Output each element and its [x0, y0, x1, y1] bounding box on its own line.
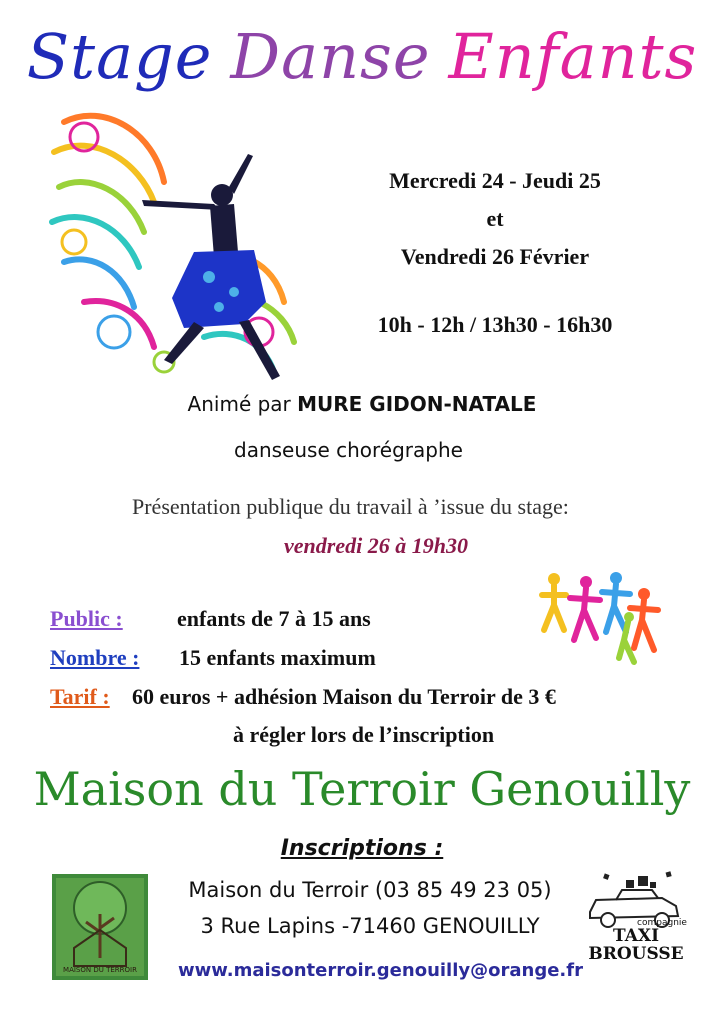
info-tarif — [50, 684, 110, 710]
info-nombre — [50, 645, 139, 671]
animator-prefix: Animé par — [187, 392, 298, 416]
venue-name: Maison du Terroir Genouilly — [33, 762, 691, 816]
presentation-text: Présentation publique du travail à ’issue du stage: — [132, 494, 569, 519]
animator-role: danseuse chorégraphe — [234, 438, 463, 462]
maison-terroir-logo — [52, 874, 148, 980]
taxi-line2: BROUSSE — [588, 944, 684, 964]
schedule-dates — [330, 162, 660, 276]
dates-line-3: Vendredi 26 Février — [400, 244, 590, 269]
nombre-value: 15 enfants maximum — [179, 645, 376, 670]
contact-email-link[interactable]: www.maisonterroir.genouilly@orange.fr — [178, 960, 583, 981]
public-label: Public : — [50, 606, 123, 631]
inscriptions-heading: Inscriptions : — [280, 836, 444, 861]
venue-address: 3 Rue Lapins -71460 GENOUILLY — [200, 914, 540, 938]
animator-name: MURE GIDON-NATALE — [297, 392, 537, 416]
poster-title — [0, 20, 724, 93]
animator-line — [0, 392, 724, 416]
dancer-illustration — [44, 92, 324, 387]
tarif-label: Tarif : — [50, 684, 110, 709]
tarif-note: à régler lors de l’inscription — [233, 722, 495, 747]
dates-line-2: et — [486, 206, 504, 231]
schedule-hours: 10h - 12h / 13h30 - 16h30 — [377, 312, 613, 337]
presentation-date: vendredi 26 à 19h30 — [284, 533, 468, 558]
public-value: enfants de 7 à 15 ans — [177, 606, 371, 631]
info-public — [50, 606, 123, 632]
tarif-value: 60 euros + adhésion Maison du Terroir de 3 € — [132, 684, 556, 709]
title-word-stage: Stage — [26, 20, 213, 93]
dates-line-1: Mercredi 24 - Jeudi 25 — [389, 168, 601, 193]
taxi-line1: TAXI — [612, 926, 660, 946]
maison-logo-text: MAISON DU TERROIR — [63, 966, 137, 974]
taxi-brousse-logo — [588, 918, 687, 964]
venue-phone: Maison du Terroir (03 85 49 23 05) — [188, 878, 552, 902]
children-illustration — [524, 570, 674, 670]
title-word-enfants: Enfants — [448, 20, 698, 93]
title-word-danse: Danse — [230, 20, 431, 93]
taxi-small-text: compagnie — [637, 918, 687, 928]
nombre-label: Nombre : — [50, 645, 140, 670]
